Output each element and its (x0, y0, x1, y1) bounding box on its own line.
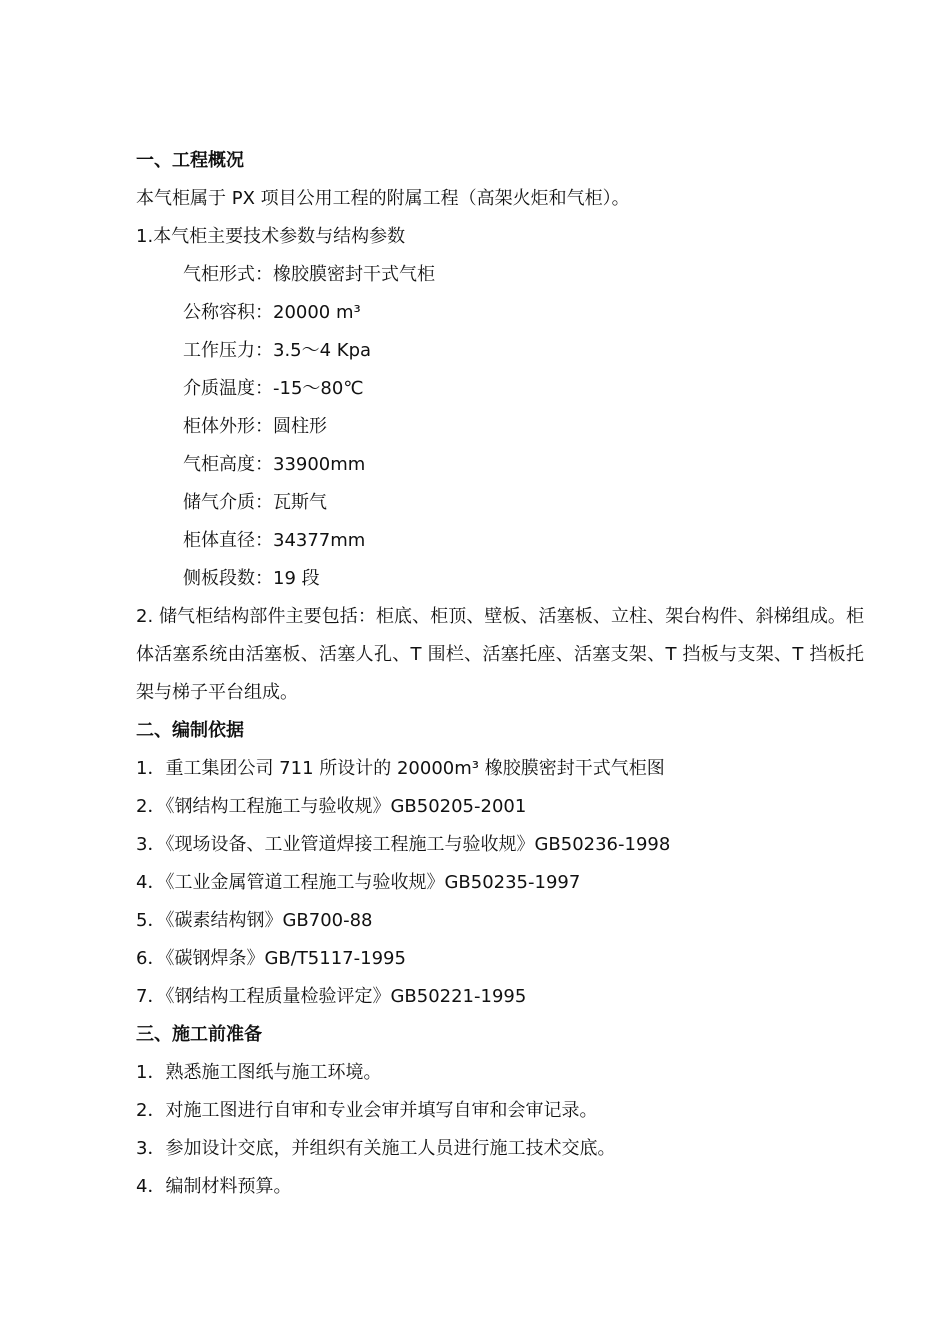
basis-item: 6．《碳钢焊条》GB/T5117-1995 (136, 948, 406, 969)
overview-intro: 本气柜属于 PX 项目公用工程的附属工程（高架火炬和气柜）。 (136, 188, 630, 209)
param-item: 侧板段数：19 段 (183, 568, 320, 589)
structure-paragraph: 2. 储气柜结构部件主要包括：柜底、柜顶、壁板、活塞板、立柱、架台构件、斜梯组成。柜体活塞系统由活塞板、活塞人孔、T 围栏、活塞托座、活塞支架、T 挡板与支架、T 挡板托架与梯子平台组成。 (136, 606, 864, 703)
section-heading-basis: 二、编制依据 (136, 720, 244, 741)
document-body (136, 142, 864, 1206)
basis-item: 5．《碳素结构钢》GB700-88 (136, 910, 373, 931)
param-item: 柜体直径：34377mm (183, 530, 366, 551)
basis-item: 3．《现场设备、工业管道焊接工程施工与验收规》GB50236-1998 (136, 834, 671, 855)
preparation-item: 3．参加设计交底，并组织有关施工人员进行施工技术交底。 (136, 1138, 616, 1159)
param-item: 气柜高度：33900mm (183, 454, 366, 475)
params-title: 1.本气柜主要技术参数与结构参数 (136, 226, 406, 247)
section-heading-overview: 一、工程概况 (136, 150, 244, 171)
param-item: 工作压力：3.5～4 Kpa (183, 340, 372, 361)
param-item: 气柜形式：橡胶膜密封干式气柜 (183, 264, 435, 285)
basis-item: 2．《钢结构工程施工与验收规》GB50205-2001 (136, 796, 527, 817)
preparation-item: 4．编制材料预算。 (136, 1176, 292, 1197)
preparation-item: 2．对施工图进行自审和专业会审并填写自审和会审记录。 (136, 1100, 598, 1121)
param-item: 柜体外形：圆柱形 (183, 416, 327, 437)
param-item: 介质温度：-15～80℃ (183, 378, 364, 399)
basis-item: 7．《钢结构工程质量检验评定》GB50221-1995 (136, 986, 527, 1007)
param-item: 公称容积：20000 m³ (183, 302, 361, 323)
basis-item: 1．重工集团公司 711 所设计的 20000m³ 橡胶膜密封干式气柜图 (136, 758, 665, 779)
section-heading-preparation: 三、施工前准备 (136, 1024, 262, 1045)
param-item: 储气介质：瓦斯气 (183, 492, 327, 513)
preparation-item: 1．熟悉施工图纸与施工环境。 (136, 1062, 382, 1083)
basis-item: 4．《工业金属管道工程施工与验收规》GB50235-1997 (136, 872, 581, 893)
